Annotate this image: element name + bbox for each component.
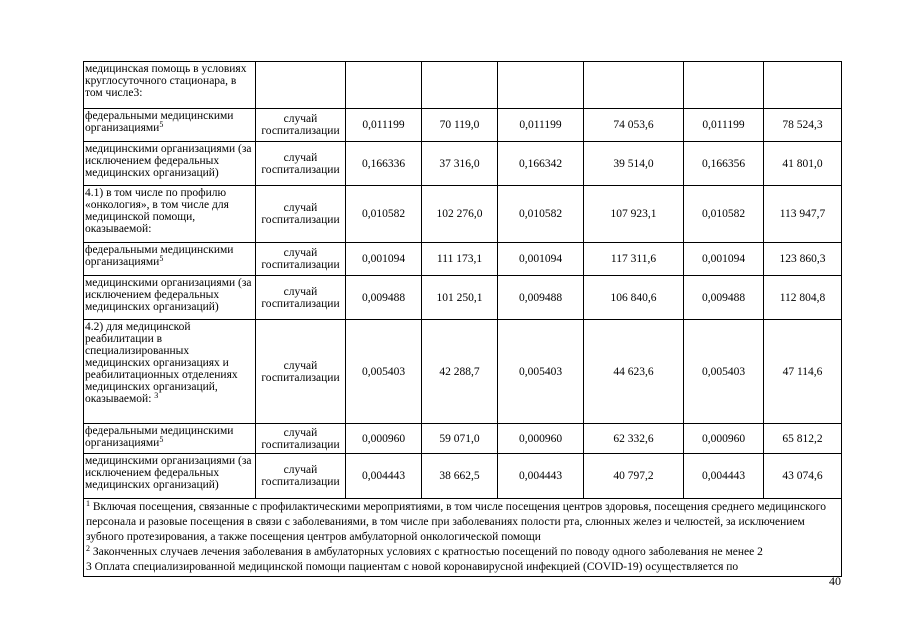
value-cell: 0,011199 bbox=[498, 109, 584, 142]
value-cell: 0,005403 bbox=[346, 320, 422, 424]
value-cell: 0,009488 bbox=[498, 276, 584, 320]
value-cell: 43 074,6 bbox=[764, 454, 842, 499]
row-unit: случай госпитализации bbox=[256, 142, 346, 186]
page-number: 40 bbox=[829, 574, 841, 588]
table-row bbox=[84, 454, 842, 499]
value-cell: 0,010582 bbox=[684, 186, 764, 243]
value-cell: 112 804,8 bbox=[764, 276, 842, 320]
value-cell: 0,011199 bbox=[346, 109, 422, 142]
table-row bbox=[84, 320, 842, 424]
value-cell: 0,000960 bbox=[346, 424, 422, 454]
value-cell: 0,166336 bbox=[346, 142, 422, 186]
value-cell: 0,166356 bbox=[684, 142, 764, 186]
value-cell: 0,010582 bbox=[346, 186, 422, 243]
table-row bbox=[84, 276, 842, 320]
value-cell: 102 276,0 bbox=[422, 186, 498, 243]
value-cell: 37 316,0 bbox=[422, 142, 498, 186]
table-row bbox=[84, 142, 842, 186]
footnote-1: $^1$ Включая посещения, связанные с профилактическими мероприятиями, в том числе посещения центров здоровья, посещения среднего медицинского персонала и разовые посещения в связи с заболеваниями, в том числе при заболеваниях полости рта, слюнных желез и челюстей, за исключением зубного протезирования, а также посещения центров амбулаторной онкологической помощи bbox=[86, 499, 826, 543]
value-cell: 0,009488 bbox=[684, 276, 764, 320]
document-page bbox=[83, 61, 841, 577]
row-description: федеральными медицинскими организациями$^5$ bbox=[84, 243, 256, 276]
value-cell: 0,005403 bbox=[498, 320, 584, 424]
tariff-table bbox=[83, 61, 842, 577]
value-cell: 41 801,0 bbox=[764, 142, 842, 186]
value-cell: 107 923,1 bbox=[584, 186, 684, 243]
value-cell: 59 071,0 bbox=[422, 424, 498, 454]
value-cell bbox=[584, 62, 684, 109]
value-cell: 65 812,2 bbox=[764, 424, 842, 454]
value-cell: 0,000960 bbox=[684, 424, 764, 454]
value-cell: 39 514,0 bbox=[584, 142, 684, 186]
row-description: федеральными медицинскими организациями$^5$ bbox=[84, 424, 256, 454]
row-unit: случай госпитализации bbox=[256, 454, 346, 499]
footnotes-cell bbox=[84, 499, 842, 577]
value-cell: 38 662,5 bbox=[422, 454, 498, 499]
footnote-ref: 5 bbox=[159, 254, 164, 263]
value-cell: 0,009488 bbox=[346, 276, 422, 320]
value-cell bbox=[498, 62, 584, 109]
value-cell: 0,004443 bbox=[684, 454, 764, 499]
value-cell: 40 797,2 bbox=[584, 454, 684, 499]
row-description: медицинская помощь в условиях круглосуточного стационара, в том числе3: bbox=[84, 62, 256, 109]
value-cell: 74 053,6 bbox=[584, 109, 684, 142]
value-cell bbox=[346, 62, 422, 109]
footnote-ref: 5 bbox=[159, 120, 164, 129]
value-cell: 0,001094 bbox=[684, 243, 764, 276]
value-cell: 123 860,3 bbox=[764, 243, 842, 276]
value-cell: 111 173,1 bbox=[422, 243, 498, 276]
value-cell: 47 114,6 bbox=[764, 320, 842, 424]
value-cell: 44 623,6 bbox=[584, 320, 684, 424]
row-unit: случай госпитализации bbox=[256, 276, 346, 320]
row-unit: случай госпитализации bbox=[256, 424, 346, 454]
value-cell: 0,001094 bbox=[498, 243, 584, 276]
row-description: 4.1) в том числе по профилю «онкология», в том числе для медицинской помощи, оказываемой: bbox=[84, 186, 256, 243]
footnote-2: $^2$ Законченных случаев лечения заболевания в амбулаторных условиях с кратностью посещений по поводу одного заболевания не менее 2 bbox=[86, 544, 763, 558]
value-cell: 113 947,7 bbox=[764, 186, 842, 243]
value-cell: 0,000960 bbox=[498, 424, 584, 454]
table-row bbox=[84, 62, 842, 109]
value-cell bbox=[684, 62, 764, 109]
value-cell: 62 332,6 bbox=[584, 424, 684, 454]
value-cell: 78 524,3 bbox=[764, 109, 842, 142]
footnote-ref: 5 bbox=[159, 435, 164, 444]
value-cell bbox=[764, 62, 842, 109]
row-description: медицинскими организациями (за исключением федеральных медицинских организаций) bbox=[84, 142, 256, 186]
footnote-ref: 3 bbox=[154, 391, 159, 400]
value-cell: 101 250,1 bbox=[422, 276, 498, 320]
value-cell: 117 311,6 bbox=[584, 243, 684, 276]
row-unit bbox=[256, 62, 346, 109]
row-unit: случай госпитализации bbox=[256, 320, 346, 424]
row-unit: случай госпитализации bbox=[256, 109, 346, 142]
footnote-mark: 2 bbox=[86, 544, 90, 553]
row-description: медицинскими организациями (за исключением федеральных медицинских организаций) bbox=[84, 454, 256, 499]
footnote-3: 3 Оплата специализированной медицинской помощи пациентам с новой коронавирусной инфекцией (COVID-19) осуществляется по bbox=[86, 561, 739, 573]
table-row bbox=[84, 186, 842, 243]
row-description: 4.2) для медицинской реабилитации в специализированных медицинских организациях и реабилитационных отделениях медицинских организаций, оказываемой: $^3$ bbox=[84, 320, 256, 424]
footnote-mark: 1 bbox=[86, 499, 90, 508]
table-row bbox=[84, 243, 842, 276]
table-row bbox=[84, 109, 842, 142]
value-cell: 0,011199 bbox=[684, 109, 764, 142]
row-description: федеральными медицинскими организациями$^5$ bbox=[84, 109, 256, 142]
value-cell: 106 840,6 bbox=[584, 276, 684, 320]
table-row bbox=[84, 424, 842, 454]
value-cell: 0,001094 bbox=[346, 243, 422, 276]
value-cell: 42 288,7 bbox=[422, 320, 498, 424]
value-cell bbox=[422, 62, 498, 109]
value-cell: 70 119,0 bbox=[422, 109, 498, 142]
row-unit: случай госпитализации bbox=[256, 243, 346, 276]
footnotes-row bbox=[84, 499, 842, 577]
value-cell: 0,010582 bbox=[498, 186, 584, 243]
row-description: медицинскими организациями (за исключением федеральных медицинских организаций) bbox=[84, 276, 256, 320]
value-cell: 0,166342 bbox=[498, 142, 584, 186]
row-unit: случай госпитализации bbox=[256, 186, 346, 243]
value-cell: 0,004443 bbox=[346, 454, 422, 499]
value-cell: 0,005403 bbox=[684, 320, 764, 424]
value-cell: 0,004443 bbox=[498, 454, 584, 499]
